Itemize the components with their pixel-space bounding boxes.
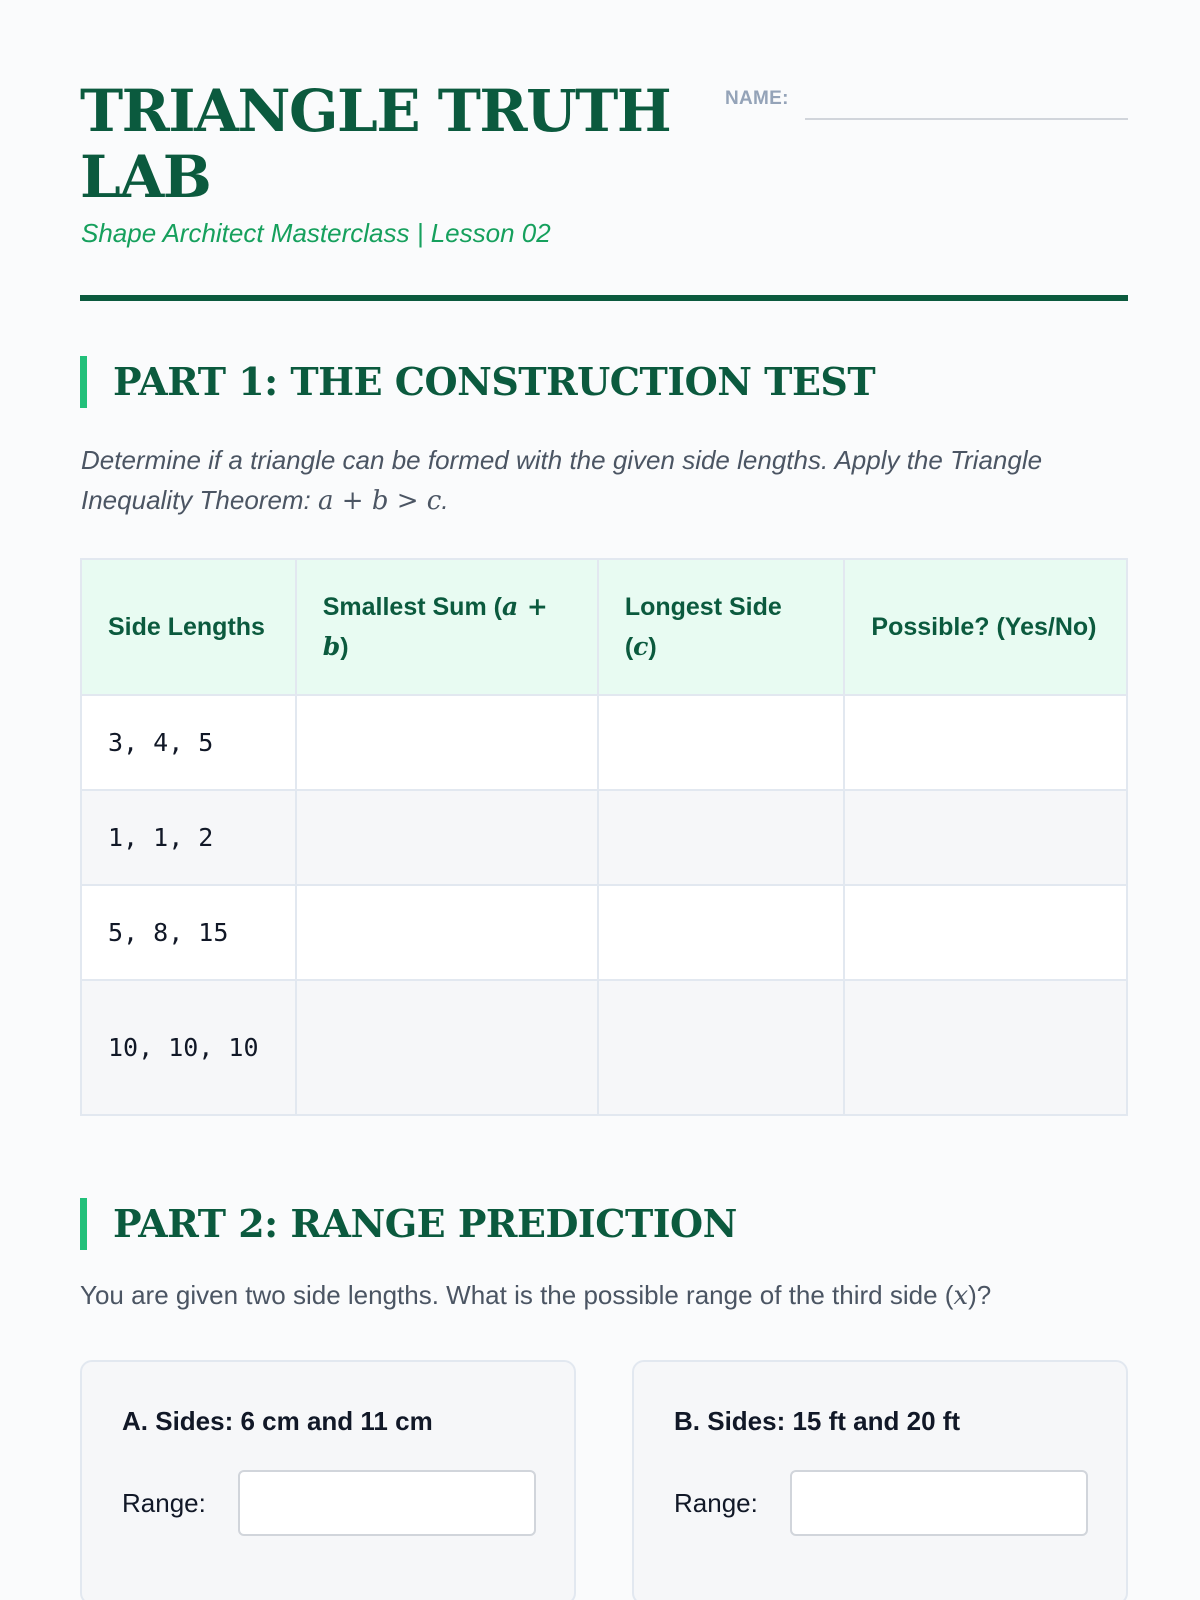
name-field[interactable] — [805, 118, 1128, 120]
col-header-longest-side-text: Longest Side ( — [624, 593, 782, 661]
worksheet-page — [80, 0, 1128, 1518]
col-header-smallest-sum-text: Smallest Sum ( — [322, 593, 502, 621]
side-lengths-cell: 5, 8, 15 — [81, 885, 296, 980]
worksheet-header — [80, 0, 1128, 300]
col-header-side-lengths: Side Lengths — [81, 559, 296, 695]
range-card-b — [632, 1360, 1128, 1600]
instructions-text: Determine if a triangle can be formed with the given side lengths. Apply the Triangle Inequality Theorem: — [81, 445, 1043, 515]
part2-prompt — [80, 1280, 1128, 1311]
range-label: Range: — [674, 1488, 758, 1518]
range-card-title: B. Sides: 15 ft and 20 ft — [674, 1406, 961, 1436]
page-subtitle: Shape Architect Masterclass | Lesson 02 — [81, 218, 551, 248]
header-divider — [80, 295, 1128, 301]
range-input[interactable] — [238, 1470, 536, 1536]
table-row — [81, 980, 1127, 1115]
longest-side-answer-cell[interactable] — [598, 695, 845, 790]
range-label: Range: — [122, 1488, 206, 1518]
page-title: TRIANGLE TRUTH LAB — [80, 77, 671, 211]
table-header-row — [81, 559, 1127, 695]
smallest-sum-answer-cell[interactable] — [296, 695, 598, 790]
longest-side-answer-cell[interactable] — [598, 790, 845, 885]
range-card-title: A. Sides: 6 cm and 11 cm — [122, 1406, 433, 1436]
col-header-smallest-sum — [296, 559, 598, 695]
col-header-longest-side — [598, 559, 845, 695]
prompt-end: )? — [968, 1280, 992, 1310]
table-row — [81, 790, 1127, 885]
col-header-longest-side-math: c — [633, 632, 649, 661]
construction-table — [80, 558, 1128, 1116]
col-header-smallest-sum-math: a + b — [322, 592, 548, 661]
col-header-smallest-sum-close: ) — [340, 633, 349, 661]
table-row — [81, 885, 1127, 980]
third-side-variable: x — [953, 1281, 969, 1311]
part1-instructions — [81, 440, 1081, 521]
prompt-text: You are given two side lengths. What is the possible range of the third side ( — [80, 1280, 954, 1310]
range-input[interactable] — [790, 1470, 1088, 1536]
range-card-a — [80, 1360, 576, 1600]
smallest-sum-answer-cell[interactable] — [296, 980, 598, 1115]
part1-heading: PART 1: THE CONSTRUCTION TEST — [80, 356, 1128, 408]
table-row — [81, 695, 1127, 790]
possible-answer-cell[interactable] — [844, 980, 1127, 1115]
side-lengths-cell: 3, 4, 5 — [81, 695, 296, 790]
smallest-sum-answer-cell[interactable] — [296, 885, 598, 980]
side-lengths-cell: 10, 10, 10 — [81, 980, 296, 1115]
part2-heading: PART 2: RANGE PREDICTION — [80, 1198, 1128, 1250]
inequality-formula: a + b > c — [318, 486, 442, 516]
longest-side-answer-cell[interactable] — [598, 980, 845, 1115]
col-header-possible: Possible? (Yes/No) — [844, 559, 1127, 695]
side-lengths-cell: 1, 1, 2 — [81, 790, 296, 885]
possible-answer-cell[interactable] — [844, 790, 1127, 885]
col-header-longest-side-close: ) — [648, 633, 657, 661]
possible-answer-cell[interactable] — [844, 695, 1127, 790]
name-label: NAME: — [725, 88, 789, 109]
smallest-sum-answer-cell[interactable] — [296, 790, 598, 885]
longest-side-answer-cell[interactable] — [598, 885, 845, 980]
instructions-end: . — [441, 485, 449, 515]
possible-answer-cell[interactable] — [844, 885, 1127, 980]
